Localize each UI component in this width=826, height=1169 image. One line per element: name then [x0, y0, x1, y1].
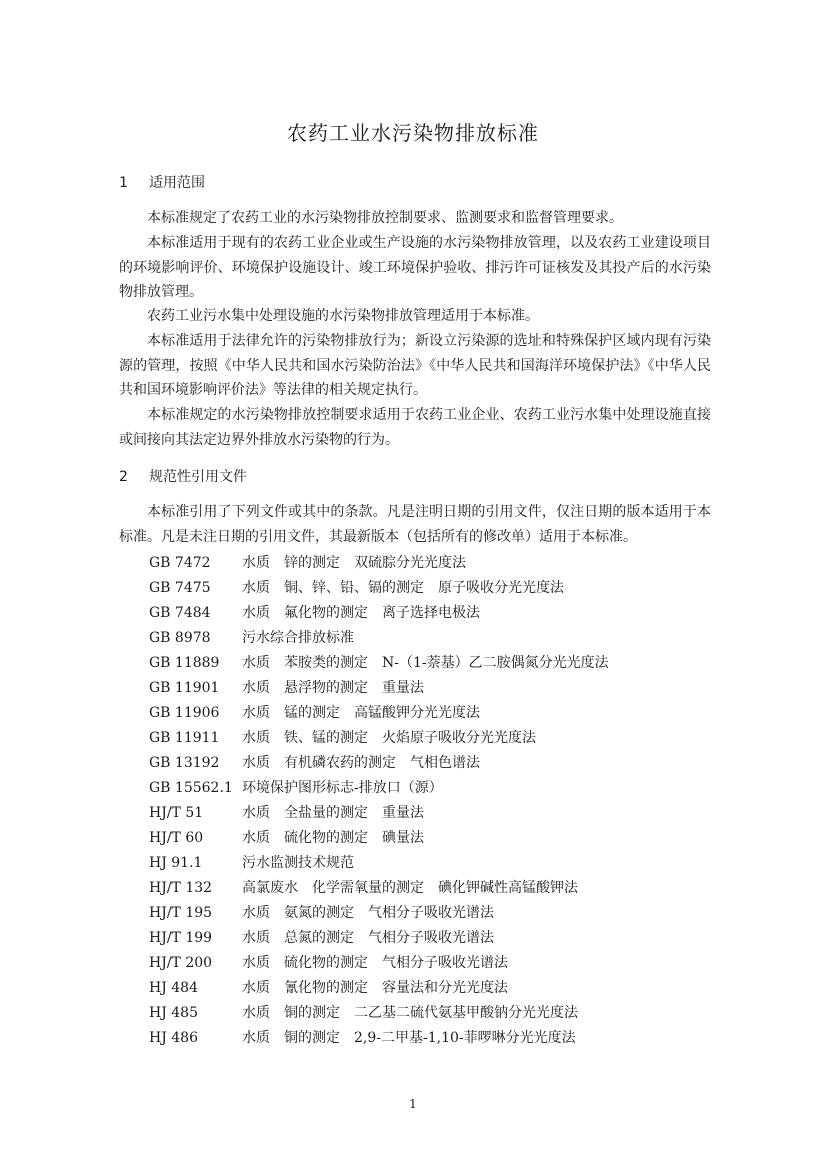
reference-item: [149, 601, 719, 626]
section-heading-scope: [119, 172, 205, 194]
reference-code: GB 7484: [149, 605, 211, 621]
reference-title: 水质 有机磷农药的测定 气相色谱法: [242, 755, 480, 771]
reference-code: HJ/T 200: [149, 955, 213, 971]
reference-title: 水质 铁、锰的测定 火焰原子吸收分光光度法: [242, 730, 536, 746]
reference-code: HJ 484: [149, 980, 198, 996]
reference-code: GB 7475: [149, 580, 211, 596]
reference-item: [149, 926, 719, 951]
reference-code: HJ/T 195: [149, 905, 213, 921]
section-number: 1: [119, 175, 128, 191]
reference-item: [149, 626, 719, 651]
reference-item: [149, 801, 719, 826]
reference-code: HJ 91.1: [149, 855, 203, 871]
reference-item: [149, 1001, 719, 1026]
reference-title: 水质 硫化物的测定 气相分子吸收光谱法: [242, 955, 508, 971]
reference-code: HJ/T 51: [149, 805, 204, 821]
reference-code: GB 11889: [149, 655, 220, 671]
reference-code: HJ 486: [149, 1030, 198, 1046]
reference-code: GB 13192: [149, 755, 220, 771]
section-heading-text: 规范性引用文件: [149, 469, 247, 485]
page-title: 农药工业水污染物排放标准: [287, 121, 539, 145]
reference-item: [149, 826, 719, 851]
section-heading-references: [119, 466, 247, 488]
reference-code: GB 8978: [149, 630, 211, 646]
reference-code: GB 15562.1: [149, 780, 233, 796]
reference-item: [149, 776, 719, 801]
reference-title: 水质 悬浮物的测定 重量法: [242, 680, 424, 696]
reference-item: [149, 676, 719, 701]
reference-code: HJ 485: [149, 1005, 198, 1021]
reference-title: 水质 铜的测定 2,9-二甲基-1,10-菲啰啉分光光度法: [242, 1030, 576, 1046]
reference-item: [149, 876, 719, 901]
section-number: 2: [119, 469, 128, 485]
reference-title: 水质 总氮的测定 气相分子吸收光谱法: [242, 930, 494, 946]
section-heading-text: 适用范围: [149, 175, 205, 191]
reference-title: 水质 锰的测定 高锰酸钾分光光度法: [242, 705, 480, 721]
reference-code: HJ/T 60: [149, 830, 204, 846]
reference-title: 污水监测技术规范: [242, 855, 354, 871]
reference-title: 环境保护图形标志-排放口（源）: [242, 780, 443, 796]
paragraph: 本标准引用了下列文件或其中的条款。凡是注明日期的引用文件，仅注日期的版本适用于本标准。凡是未注日期的引用文件，其最新版本（包括所有的修改单）适用于本标准。: [119, 504, 711, 545]
reference-code: HJ/T 199: [149, 930, 213, 946]
paragraph: 本标准规定了农药工业的水污染物排放控制要求、监测要求和监督管理要求。: [147, 210, 623, 226]
paragraph: 本标准规定的水污染物排放控制要求适用于农药工业企业、农药工业污水集中处理设施直接或间接向其法定边界外排放水污染物的行为。: [119, 407, 711, 448]
reference-code: GB 11911: [149, 730, 220, 746]
reference-title: 水质 氟化物的测定 离子选择电极法: [242, 605, 480, 621]
reference-title: 水质 铜的测定 二乙基二硫代氨基甲酸钠分光光度法: [242, 1005, 578, 1021]
reference-item: [149, 851, 719, 876]
reference-title: 水质 锌的测定 双硫腙分光光度法: [242, 555, 466, 571]
reference-title: 水质 苯胺类的测定 N-（1-萘基）乙二胺偶氮分光光度法: [242, 655, 609, 671]
paragraph: 本标准适用于现有的农药工业企业或生产设施的水污染物排放管理，以及农药工业建设项目的环境影响评价、环境保护设施设计、竣工环境保护验收、排污许可证核发及其投产后的水污染物排放管理。: [119, 235, 711, 300]
reference-item: [149, 951, 719, 976]
reference-code: HJ/T 132: [149, 880, 213, 896]
reference-item: [149, 726, 719, 751]
reference-title: 高氯废水 化学需氧量的测定 碘化钾碱性高锰酸钾法: [242, 880, 578, 896]
reference-code: GB 7472: [149, 555, 211, 571]
paragraph: 本标准适用于法律允许的污染物排放行为；新设立污染源的选址和特殊保护区域内现有污染源的管理，按照《中华人民共和国水污染防治法》《中华人民共和国海洋环境保护法》《中华人民共和国环境影响评价法》等法律的相关规定执行。: [119, 333, 711, 398]
reference-item: [149, 751, 719, 776]
reference-title: 污水综合排放标准: [242, 630, 354, 646]
page-number: 1: [409, 1097, 417, 1111]
reference-item: [149, 901, 719, 926]
reference-title: 水质 氨氮的测定 气相分子吸收光谱法: [242, 905, 494, 921]
reference-item: [149, 551, 719, 576]
reference-title: 水质 氰化物的测定 容量法和分光光度法: [242, 980, 508, 996]
reference-item: [149, 576, 719, 601]
reference-code: GB 11901: [149, 680, 220, 696]
reference-item: [149, 651, 719, 676]
reference-item: [149, 1026, 719, 1051]
reference-title: 水质 硫化物的测定 碘量法: [242, 830, 424, 846]
reference-code: GB 11906: [149, 705, 220, 721]
reference-item: [149, 701, 719, 726]
reference-item: [149, 976, 719, 1001]
reference-title: 水质 铜、锌、铅、镉的测定 原子吸收分光光度法: [242, 580, 564, 596]
reference-title: 水质 全盐量的测定 重量法: [242, 805, 424, 821]
reference-list: [149, 551, 719, 1051]
paragraph: 农药工业污水集中处理设施的水污染物排放管理适用于本标准。: [147, 308, 539, 324]
